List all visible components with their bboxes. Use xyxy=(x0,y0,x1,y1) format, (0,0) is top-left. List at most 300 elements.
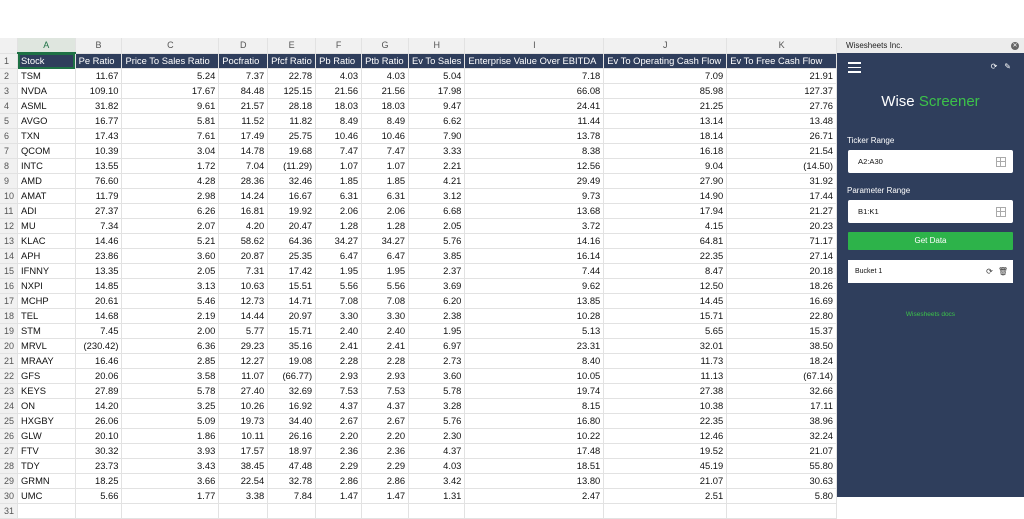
row-number[interactable]: 5 xyxy=(0,114,18,129)
value-cell[interactable]: 11.73 xyxy=(604,354,727,369)
value-cell[interactable]: 14.45 xyxy=(604,294,727,309)
ticker-cell[interactable]: NXPI xyxy=(18,279,76,294)
value-cell[interactable]: (66.77) xyxy=(268,369,316,384)
value-cell[interactable]: 14.16 xyxy=(465,234,604,249)
value-cell[interactable]: 9.73 xyxy=(465,189,604,204)
value-cell[interactable]: 15.71 xyxy=(268,324,316,339)
value-cell[interactable]: 13.14 xyxy=(604,114,727,129)
value-cell[interactable]: 34.27 xyxy=(362,234,409,249)
value-cell[interactable]: 38.45 xyxy=(219,459,268,474)
value-cell[interactable]: 18.03 xyxy=(362,99,409,114)
empty-cell[interactable] xyxy=(409,504,465,519)
value-cell[interactable]: 6.68 xyxy=(409,204,465,219)
column-header-k[interactable]: K xyxy=(727,38,837,53)
row-number[interactable]: 10 xyxy=(0,189,18,204)
value-cell[interactable]: 3.12 xyxy=(409,189,465,204)
value-cell[interactable]: 58.62 xyxy=(219,234,268,249)
empty-cell[interactable] xyxy=(18,504,76,519)
value-cell[interactable]: 4.37 xyxy=(316,399,362,414)
value-cell[interactable]: 1.95 xyxy=(316,264,362,279)
value-cell[interactable]: 2.36 xyxy=(316,444,362,459)
value-cell[interactable]: 5.04 xyxy=(409,69,465,84)
value-cell[interactable]: 18.03 xyxy=(316,99,362,114)
empty-cell[interactable] xyxy=(465,504,604,519)
value-cell[interactable]: 10.11 xyxy=(219,429,268,444)
value-cell[interactable]: 21.27 xyxy=(727,204,837,219)
row-number[interactable]: 8 xyxy=(0,159,18,174)
value-cell[interactable]: 2.98 xyxy=(122,189,219,204)
column-header-h[interactable]: H xyxy=(409,38,465,53)
ticker-cell[interactable]: APH xyxy=(18,249,76,264)
row-number[interactable]: 13 xyxy=(0,234,18,249)
header-cell[interactable]: Ev To Free Cash Flow xyxy=(727,53,837,69)
value-cell[interactable]: 16.67 xyxy=(268,189,316,204)
header-cell[interactable]: Ev To Operating Cash Flow xyxy=(604,53,727,69)
value-cell[interactable]: 64.81 xyxy=(604,234,727,249)
value-cell[interactable]: 7.61 xyxy=(122,129,219,144)
value-cell[interactable]: 10.22 xyxy=(465,429,604,444)
value-cell[interactable]: 27.37 xyxy=(75,204,122,219)
row-number[interactable]: 16 xyxy=(0,279,18,294)
ticker-cell[interactable]: GFS xyxy=(18,369,76,384)
value-cell[interactable]: 15.51 xyxy=(268,279,316,294)
row-number[interactable]: 25 xyxy=(0,414,18,429)
value-cell[interactable]: 6.47 xyxy=(316,249,362,264)
value-cell[interactable]: 6.20 xyxy=(409,294,465,309)
value-cell[interactable]: 14.85 xyxy=(75,279,122,294)
spreadsheet-grid[interactable] xyxy=(0,38,837,516)
value-cell[interactable]: 7.34 xyxy=(75,219,122,234)
value-cell[interactable]: 4.37 xyxy=(362,399,409,414)
value-cell[interactable]: 20.06 xyxy=(75,369,122,384)
value-cell[interactable]: 2.20 xyxy=(362,429,409,444)
value-cell[interactable]: 3.04 xyxy=(122,144,219,159)
value-cell[interactable]: 22.80 xyxy=(727,309,837,324)
value-cell[interactable]: 5.13 xyxy=(465,324,604,339)
value-cell[interactable]: 4.03 xyxy=(409,459,465,474)
value-cell[interactable]: 7.31 xyxy=(219,264,268,279)
value-cell[interactable]: 7.53 xyxy=(362,384,409,399)
value-cell[interactable]: 11.82 xyxy=(268,114,316,129)
value-cell[interactable]: 2.05 xyxy=(409,219,465,234)
row-number[interactable]: 7 xyxy=(0,144,18,159)
bucket-item[interactable] xyxy=(848,260,1013,283)
value-cell[interactable]: 2.40 xyxy=(316,324,362,339)
value-cell[interactable]: 2.29 xyxy=(362,459,409,474)
value-cell[interactable]: 22.54 xyxy=(219,474,268,489)
value-cell[interactable]: 14.71 xyxy=(268,294,316,309)
value-cell[interactable]: 26.71 xyxy=(727,129,837,144)
value-cell[interactable]: 21.25 xyxy=(604,99,727,114)
value-cell[interactable]: 16.18 xyxy=(604,144,727,159)
row-number[interactable]: 24 xyxy=(0,399,18,414)
value-cell[interactable]: 29.49 xyxy=(465,174,604,189)
row-number[interactable]: 22 xyxy=(0,369,18,384)
ticker-cell[interactable]: NVDA xyxy=(18,84,76,99)
value-cell[interactable]: 27.76 xyxy=(727,99,837,114)
empty-cell[interactable] xyxy=(122,504,219,519)
value-cell[interactable]: 11.67 xyxy=(75,69,122,84)
value-cell[interactable]: 2.06 xyxy=(362,204,409,219)
row-number[interactable]: 28 xyxy=(0,459,18,474)
value-cell[interactable]: 7.84 xyxy=(268,489,316,504)
column-header-a[interactable]: A xyxy=(18,38,76,53)
value-cell[interactable]: 1.95 xyxy=(362,264,409,279)
wrench-icon[interactable]: ✎ xyxy=(1004,62,1011,71)
value-cell[interactable]: 17.11 xyxy=(727,399,837,414)
value-cell[interactable]: 2.37 xyxy=(409,264,465,279)
value-cell[interactable]: 21.54 xyxy=(727,144,837,159)
value-cell[interactable]: 6.62 xyxy=(409,114,465,129)
value-cell[interactable]: 6.31 xyxy=(316,189,362,204)
ticker-cell[interactable]: TXN xyxy=(18,129,76,144)
value-cell[interactable]: 2.67 xyxy=(362,414,409,429)
value-cell[interactable]: 4.03 xyxy=(316,69,362,84)
value-cell[interactable]: 14.44 xyxy=(219,309,268,324)
value-cell[interactable]: 1.47 xyxy=(362,489,409,504)
row-number[interactable]: 29 xyxy=(0,474,18,489)
value-cell[interactable]: 24.41 xyxy=(465,99,604,114)
value-cell[interactable]: 25.75 xyxy=(268,129,316,144)
value-cell[interactable]: 14.78 xyxy=(219,144,268,159)
close-icon[interactable]: ✕ xyxy=(1012,42,1018,49)
value-cell[interactable]: 12.56 xyxy=(465,159,604,174)
value-cell[interactable]: 2.41 xyxy=(316,339,362,354)
value-cell[interactable]: 84.48 xyxy=(219,84,268,99)
range-picker-icon[interactable] xyxy=(996,207,1006,217)
value-cell[interactable]: 11.52 xyxy=(219,114,268,129)
value-cell[interactable]: 1.07 xyxy=(316,159,362,174)
value-cell[interactable]: 19.92 xyxy=(268,204,316,219)
value-cell[interactable]: 8.49 xyxy=(316,114,362,129)
value-cell[interactable]: 23.73 xyxy=(75,459,122,474)
value-cell[interactable]: 5.65 xyxy=(604,324,727,339)
value-cell[interactable]: 1.85 xyxy=(362,174,409,189)
row-number[interactable]: 17 xyxy=(0,294,18,309)
column-header-b[interactable]: B xyxy=(75,38,122,53)
value-cell[interactable]: 16.92 xyxy=(268,399,316,414)
ticker-cell[interactable]: UMC xyxy=(18,489,76,504)
value-cell[interactable]: 5.66 xyxy=(75,489,122,504)
value-cell[interactable]: 31.92 xyxy=(727,174,837,189)
value-cell[interactable]: 25.35 xyxy=(268,249,316,264)
header-cell[interactable]: Ev To Sales xyxy=(409,53,465,69)
value-cell[interactable]: 13.68 xyxy=(465,204,604,219)
value-cell[interactable]: 20.97 xyxy=(268,309,316,324)
value-cell[interactable]: 15.71 xyxy=(604,309,727,324)
value-cell[interactable]: 5.78 xyxy=(409,384,465,399)
ticker-cell[interactable]: KLAC xyxy=(18,234,76,249)
value-cell[interactable]: 13.35 xyxy=(75,264,122,279)
value-cell[interactable]: 15.37 xyxy=(727,324,837,339)
empty-cell[interactable] xyxy=(75,504,122,519)
ticker-cell[interactable]: GRMN xyxy=(18,474,76,489)
value-cell[interactable]: 28.18 xyxy=(268,99,316,114)
value-cell[interactable]: 1.85 xyxy=(316,174,362,189)
value-cell[interactable]: 20.87 xyxy=(219,249,268,264)
value-cell[interactable]: 7.47 xyxy=(362,144,409,159)
value-cell[interactable]: 17.42 xyxy=(268,264,316,279)
trash-icon[interactable]: 🗑 xyxy=(997,267,1008,276)
ticker-cell[interactable]: FTV xyxy=(18,444,76,459)
value-cell[interactable]: 21.07 xyxy=(604,474,727,489)
value-cell[interactable]: 23.86 xyxy=(75,249,122,264)
get-data-button[interactable]: Get Data xyxy=(848,232,1013,250)
row-number[interactable]: 23 xyxy=(0,384,18,399)
value-cell[interactable]: 6.26 xyxy=(122,204,219,219)
value-cell[interactable]: 35.16 xyxy=(268,339,316,354)
value-cell[interactable]: 3.30 xyxy=(362,309,409,324)
value-cell[interactable]: 3.33 xyxy=(409,144,465,159)
range-picker-icon[interactable] xyxy=(996,157,1006,167)
value-cell[interactable]: 7.08 xyxy=(362,294,409,309)
value-cell[interactable]: 10.26 xyxy=(219,399,268,414)
value-cell[interactable]: 28.36 xyxy=(219,174,268,189)
value-cell[interactable]: 20.18 xyxy=(727,264,837,279)
value-cell[interactable]: 20.47 xyxy=(268,219,316,234)
value-cell[interactable]: 6.31 xyxy=(362,189,409,204)
value-cell[interactable]: 5.56 xyxy=(362,279,409,294)
value-cell[interactable]: 14.68 xyxy=(75,309,122,324)
refresh-icon[interactable]: ⟳ xyxy=(986,267,993,276)
value-cell[interactable]: 22.35 xyxy=(604,249,727,264)
value-cell[interactable]: 2.85 xyxy=(122,354,219,369)
row-number[interactable]: 18 xyxy=(0,309,18,324)
value-cell[interactable]: 1.77 xyxy=(122,489,219,504)
value-cell[interactable]: 17.57 xyxy=(219,444,268,459)
ticker-cell[interactable]: MRVL xyxy=(18,339,76,354)
value-cell[interactable]: 2.73 xyxy=(409,354,465,369)
value-cell[interactable]: 30.32 xyxy=(75,444,122,459)
column-header-d[interactable]: D xyxy=(219,38,268,53)
value-cell[interactable]: (230.42) xyxy=(75,339,122,354)
ticker-cell[interactable]: TDY xyxy=(18,459,76,474)
row-number[interactable]: 12 xyxy=(0,219,18,234)
hamburger-menu-icon[interactable] xyxy=(848,62,861,76)
parameter-range-input[interactable] xyxy=(848,200,1013,223)
ticker-cell[interactable]: KEYS xyxy=(18,384,76,399)
value-cell[interactable]: 1.72 xyxy=(122,159,219,174)
value-cell[interactable]: 2.30 xyxy=(409,429,465,444)
ticker-cell[interactable]: MRAAY xyxy=(18,354,76,369)
value-cell[interactable]: 3.25 xyxy=(122,399,219,414)
value-cell[interactable]: 2.07 xyxy=(122,219,219,234)
value-cell[interactable]: 12.27 xyxy=(219,354,268,369)
value-cell[interactable]: 2.28 xyxy=(362,354,409,369)
column-header-i[interactable]: I xyxy=(465,38,604,53)
value-cell[interactable]: 5.56 xyxy=(316,279,362,294)
value-cell[interactable]: 2.21 xyxy=(409,159,465,174)
row-number[interactable]: 31 xyxy=(0,504,18,519)
value-cell[interactable]: 71.17 xyxy=(727,234,837,249)
value-cell[interactable]: 23.31 xyxy=(465,339,604,354)
value-cell[interactable]: 5.78 xyxy=(122,384,219,399)
value-cell[interactable]: 27.38 xyxy=(604,384,727,399)
value-cell[interactable]: 3.30 xyxy=(316,309,362,324)
ticker-cell[interactable]: INTC xyxy=(18,159,76,174)
ticker-cell[interactable]: HXGBY xyxy=(18,414,76,429)
value-cell[interactable]: 12.73 xyxy=(219,294,268,309)
value-cell[interactable]: 16.46 xyxy=(75,354,122,369)
ticker-cell[interactable]: TEL xyxy=(18,309,76,324)
value-cell[interactable]: 10.38 xyxy=(604,399,727,414)
value-cell[interactable]: 5.24 xyxy=(122,69,219,84)
value-cell[interactable]: (14.50) xyxy=(727,159,837,174)
value-cell[interactable]: 1.28 xyxy=(362,219,409,234)
value-cell[interactable]: 13.48 xyxy=(727,114,837,129)
value-cell[interactable]: 2.19 xyxy=(122,309,219,324)
value-cell[interactable]: 27.40 xyxy=(219,384,268,399)
value-cell[interactable]: 3.38 xyxy=(219,489,268,504)
value-cell[interactable]: 27.89 xyxy=(75,384,122,399)
value-cell[interactable]: 3.60 xyxy=(122,249,219,264)
column-header-e[interactable]: E xyxy=(268,38,316,53)
header-cell[interactable]: Pfcf Ratio xyxy=(268,53,316,69)
value-cell[interactable]: 85.98 xyxy=(604,84,727,99)
value-cell[interactable]: 2.40 xyxy=(362,324,409,339)
refresh-icon[interactable]: ⟳ xyxy=(990,62,998,71)
empty-cell[interactable] xyxy=(268,504,316,519)
value-cell[interactable]: 18.24 xyxy=(727,354,837,369)
value-cell[interactable]: 11.44 xyxy=(465,114,604,129)
value-cell[interactable]: 3.69 xyxy=(409,279,465,294)
value-cell[interactable]: 7.18 xyxy=(465,69,604,84)
ticker-cell[interactable]: AMD xyxy=(18,174,76,189)
value-cell[interactable]: 66.08 xyxy=(465,84,604,99)
value-cell[interactable]: 32.69 xyxy=(268,384,316,399)
value-cell[interactable]: 27.14 xyxy=(727,249,837,264)
empty-cell[interactable] xyxy=(316,504,362,519)
value-cell[interactable]: 3.43 xyxy=(122,459,219,474)
value-cell[interactable]: 2.05 xyxy=(122,264,219,279)
value-cell[interactable]: 22.35 xyxy=(604,414,727,429)
header-cell[interactable]: Stock xyxy=(18,53,76,69)
value-cell[interactable]: 3.42 xyxy=(409,474,465,489)
value-cell[interactable]: 13.55 xyxy=(75,159,122,174)
value-cell[interactable]: 6.97 xyxy=(409,339,465,354)
value-cell[interactable]: 7.04 xyxy=(219,159,268,174)
value-cell[interactable]: 32.24 xyxy=(727,429,837,444)
value-cell[interactable]: 19.08 xyxy=(268,354,316,369)
row-number[interactable]: 21 xyxy=(0,354,18,369)
ticker-cell[interactable]: GLW xyxy=(18,429,76,444)
value-cell[interactable]: 5.76 xyxy=(409,414,465,429)
value-cell[interactable]: 27.90 xyxy=(604,174,727,189)
ticker-cell[interactable]: MCHP xyxy=(18,294,76,309)
value-cell[interactable]: 4.03 xyxy=(362,69,409,84)
value-cell[interactable]: 17.49 xyxy=(219,129,268,144)
value-cell[interactable]: 7.08 xyxy=(316,294,362,309)
value-cell[interactable]: 16.80 xyxy=(465,414,604,429)
value-cell[interactable]: 7.53 xyxy=(316,384,362,399)
column-header-f[interactable]: F xyxy=(316,38,362,53)
value-cell[interactable]: 7.45 xyxy=(75,324,122,339)
value-cell[interactable]: 5.21 xyxy=(122,234,219,249)
value-cell[interactable]: 1.86 xyxy=(122,429,219,444)
value-cell[interactable]: 2.20 xyxy=(316,429,362,444)
value-cell[interactable]: 9.61 xyxy=(122,99,219,114)
value-cell[interactable]: 64.36 xyxy=(268,234,316,249)
value-cell[interactable]: 10.39 xyxy=(75,144,122,159)
value-cell[interactable]: 30.63 xyxy=(727,474,837,489)
row-number[interactable]: 30 xyxy=(0,489,18,504)
value-cell[interactable]: 16.14 xyxy=(465,249,604,264)
value-cell[interactable]: 32.78 xyxy=(268,474,316,489)
value-cell[interactable]: 2.86 xyxy=(316,474,362,489)
ticker-cell[interactable]: IFNNY xyxy=(18,264,76,279)
row-number[interactable]: 26 xyxy=(0,429,18,444)
value-cell[interactable]: 1.31 xyxy=(409,489,465,504)
row-number[interactable]: 6 xyxy=(0,129,18,144)
docs-link[interactable]: Wisesheets docs xyxy=(905,311,956,318)
row-number[interactable]: 14 xyxy=(0,249,18,264)
row-number[interactable]: 19 xyxy=(0,324,18,339)
value-cell[interactable]: 16.81 xyxy=(219,204,268,219)
ticker-range-input[interactable] xyxy=(848,150,1013,173)
value-cell[interactable]: 17.94 xyxy=(604,204,727,219)
header-cell[interactable]: Price To Sales Ratio xyxy=(122,53,219,69)
value-cell[interactable]: 20.10 xyxy=(75,429,122,444)
header-cell[interactable]: Pocfratio xyxy=(219,53,268,69)
empty-cell[interactable] xyxy=(727,504,837,519)
value-cell[interactable]: 5.77 xyxy=(219,324,268,339)
value-cell[interactable]: 11.13 xyxy=(604,369,727,384)
value-cell[interactable]: 10.46 xyxy=(362,129,409,144)
value-cell[interactable]: 17.44 xyxy=(727,189,837,204)
value-cell[interactable]: 31.82 xyxy=(75,99,122,114)
value-cell[interactable]: 17.48 xyxy=(465,444,604,459)
empty-cell[interactable] xyxy=(362,504,409,519)
value-cell[interactable]: 2.41 xyxy=(362,339,409,354)
value-cell[interactable]: 3.93 xyxy=(122,444,219,459)
value-cell[interactable]: 18.97 xyxy=(268,444,316,459)
value-cell[interactable]: 13.80 xyxy=(465,474,604,489)
value-cell[interactable]: 8.38 xyxy=(465,144,604,159)
column-header-j[interactable]: J xyxy=(604,38,727,53)
value-cell[interactable]: 2.38 xyxy=(409,309,465,324)
value-cell[interactable]: 8.49 xyxy=(362,114,409,129)
value-cell[interactable]: 26.16 xyxy=(268,429,316,444)
value-cell[interactable]: 1.47 xyxy=(316,489,362,504)
value-cell[interactable]: 16.77 xyxy=(75,114,122,129)
ticker-cell[interactable]: TSM xyxy=(18,69,76,84)
value-cell[interactable]: 34.27 xyxy=(316,234,362,249)
header-cell[interactable]: Pe Ratio xyxy=(75,53,122,69)
value-cell[interactable]: 20.61 xyxy=(75,294,122,309)
value-cell[interactable]: 9.04 xyxy=(604,159,727,174)
value-cell[interactable]: 18.25 xyxy=(75,474,122,489)
value-cell[interactable]: 3.72 xyxy=(465,219,604,234)
row-number[interactable]: 20 xyxy=(0,339,18,354)
value-cell[interactable]: 7.44 xyxy=(465,264,604,279)
value-cell[interactable]: 13.85 xyxy=(465,294,604,309)
select-all-corner[interactable] xyxy=(0,38,18,53)
value-cell[interactable]: 22.78 xyxy=(268,69,316,84)
value-cell[interactable]: 21.56 xyxy=(316,84,362,99)
value-cell[interactable]: 1.95 xyxy=(409,324,465,339)
value-cell[interactable]: (67.14) xyxy=(727,369,837,384)
ticker-cell[interactable]: QCOM xyxy=(18,144,76,159)
value-cell[interactable]: 17.43 xyxy=(75,129,122,144)
value-cell[interactable]: 7.90 xyxy=(409,129,465,144)
value-cell[interactable]: 1.07 xyxy=(362,159,409,174)
value-cell[interactable]: 2.51 xyxy=(604,489,727,504)
value-cell[interactable]: 3.13 xyxy=(122,279,219,294)
header-cell[interactable]: Ptb Ratio xyxy=(362,53,409,69)
value-cell[interactable]: 10.05 xyxy=(465,369,604,384)
row-number[interactable]: 27 xyxy=(0,444,18,459)
value-cell[interactable]: 18.26 xyxy=(727,279,837,294)
